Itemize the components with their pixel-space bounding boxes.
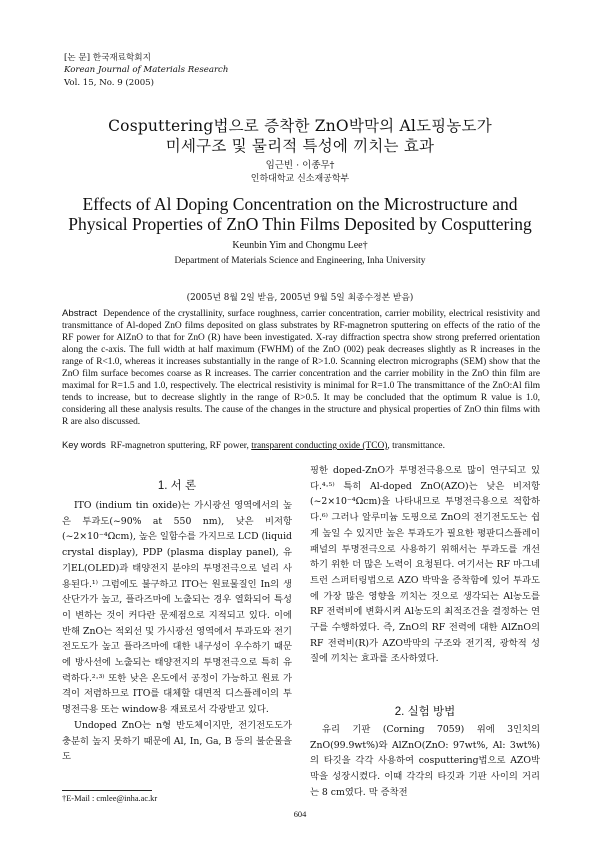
journal-header-line2: Korean Journal of Materials Research [64,65,229,76]
abstract-label: Abstract [62,308,98,319]
intro-paragraph-2: Undoped ZnO는 n형 반도체이지만, 전기전도도가 충분히 높지 못하기 때문에 Al, In, Ga, B 등의 불순물을 도 [62,719,292,763]
english-title-line2: Physical Properties of ZnO Thin Films Deposited by Cosputtering [68,214,532,234]
abstract [62,308,540,428]
methods-paragraph-1: 유리 기판 (Corning 7059) 위에 3인치의 ZnO(99.9wt%)와 AlZnO(ZnO: 97wt%, Al: 3wt%)의 타깃을 각각 사용하여 cosputtering법으로 AZO박막을 성장시켰다. 이때 각각의 타깃과 기판 사이의 거리는 8 cm였다. 막 증착전 [310,724,540,798]
received-dates: (2005년 8월 2일 받음, 2005년 9월 5일 최종수정본 받음) [186,293,414,303]
footnote-divider [62,790,152,791]
korean-affiliation: 인하대학교 신소재공학부 [250,174,350,184]
keywords [62,439,540,451]
keywords-label: Key words [62,439,106,450]
english-affiliation: Department of Materials Science and Engineering, Inha University [174,256,426,266]
keywords-post: , transmittance. [387,441,445,451]
intro-paragraph-3: 핑한 doped-ZnO가 투명전극용으로 많이 연구되고 있다.⁴·⁵⁾ 특히 Al-doped ZnO(AZO)는 낮은 비저항(~2×10⁻⁴Ωcm)을 나타내므로 투명전극용으로 적합하다.⁶⁾ 그러나 알루미늄 도핑으로 ZnO의 전기전도도는 쉽게 높일 수 있지만 높은 투과도가 필요한 평판디스플레이 패널의 투명전극으로 사용하기 위해서는 투과도를 개선하기 위한 더 많은 노력이 요청된다. 여기서는 RF 마그네트런 스퍼터링법으로 AZO 박막을 증착함에 있어 투과도에 가장 많은 영향을 끼치는 것으로 생각되는 Al농도를 RF 전력비에 변화시켜 Al농도의 최적조건을 결정하는 연구를 수행하였다. 즉, ZnO의 RF 전력에 대한 AlZnO의 RF 전력비(R)가 AZO박막의 구조와 전기적, 광학적 성질에 끼치는 효과를 조사하였다. [310,465,540,665]
page-number: 604 [293,810,307,819]
journal-header-line1: [논 문] 한국재료학회지 [64,53,151,63]
journal-header-line3: Vol. 15, No. 9 (2005) [64,77,154,88]
english-authors: Keunbin Yim and Chongmu Lee† [232,240,368,251]
footnote-email: †E-Mail : cmlee@inha.ac.kr [62,794,158,803]
right-column-methods [310,722,540,801]
right-column-intro [310,463,540,667]
journal-header [64,52,228,89]
abstract-text: Dependence of the crystallinity, surface roughness, carrier concentration, carrier mobility, electrical resistivity and transmittance of Al-doped ZnO films deposited on glass substrates by RF-magnetron sputtering on effects of the ratio of the RF power for AlZnO to that for ZnO (R) have been investigated. X-ray diffraction spectra show strong preferred orientation along the c-axis. The full width at half maximum (FWHM) of the ZnO (002) peak decreases slightly as R increases in the range of R<1.0, whereas it increases substantially in the range of R>1.0. Scanning electron micrographs (SEM) show that the ZnO film surface becomes coarse as R increases. The carrier concentration and the carrier mobility in the ZnO thin film are maximal for R=1.5 and 1.0, respectively. The electrical resistivity is minimal for R=1.0 The transmittance of the ZnO:Al film tends to increase, but to decrease slightly in the range of R>0.5. It may be concluded that the optimum R value is 1.0, considering all these analysis results. The cause of the changes in the structure and physical properties of ZnO thin films with R are also discussed. [62,309,540,427]
korean-title-line1: Cosputtering법으로 증착한 ZnO박막의 Al도핑농도가 [108,117,492,135]
korean-authors: 임근빈 · 이종무† [265,160,335,171]
intro-paragraph-1: ITO (indium tin oxide)는 가시광선 영역에서의 높은 투과도(~90% at 550 nm), 낮은 비저항(~2×10⁻⁴Ωcm), 높은 일함수를 가지므로 LCD (liquid crystal display), PDP (plasma display panel), 유기EL(OLED)과 태양전지 분야의 투명전극으로 널리 사용된다.¹⁾ 그럼에도 불구하고 ITO는 원료물질인 In의 생산단가가 높고, 플라즈마에 노출되는 경우 열화되어 특성이 변하는 것이 커다란 문제점으로 지적되고 있다. 이에 반해 ZnO는 적외선 및 가시광선 영역에서 투과도와 전기전도도가 높고 플라즈마에 대한 내구성이 우수하기 때문에 방사선에 노출되는 태양전지의 투명전극으로 특히 유력하다.²·³⁾ 또한 낮은 온도에서 공정이 가능하고 원료 가격이 저렴하므로 ITO를 대체할 대면적 디스플레이의 투명전극용 또는 window용 재료로서 각광받고 있다. [62,500,292,716]
left-column [62,498,292,765]
keywords-underlined: transparent conducting oxide (TCO) [251,441,388,451]
english-title-line1: Effects of Al Doping Concentration on the Microstructure and [82,194,518,214]
section-1-title: 1. 서 론 [157,480,197,492]
section-2-title: 2. 실험 방법 [394,706,456,718]
korean-title-line2: 미세구조 및 물리적 특성에 끼치는 효과 [165,137,435,155]
keywords-pre: RF-magnetron sputtering, RF power, [110,441,252,451]
